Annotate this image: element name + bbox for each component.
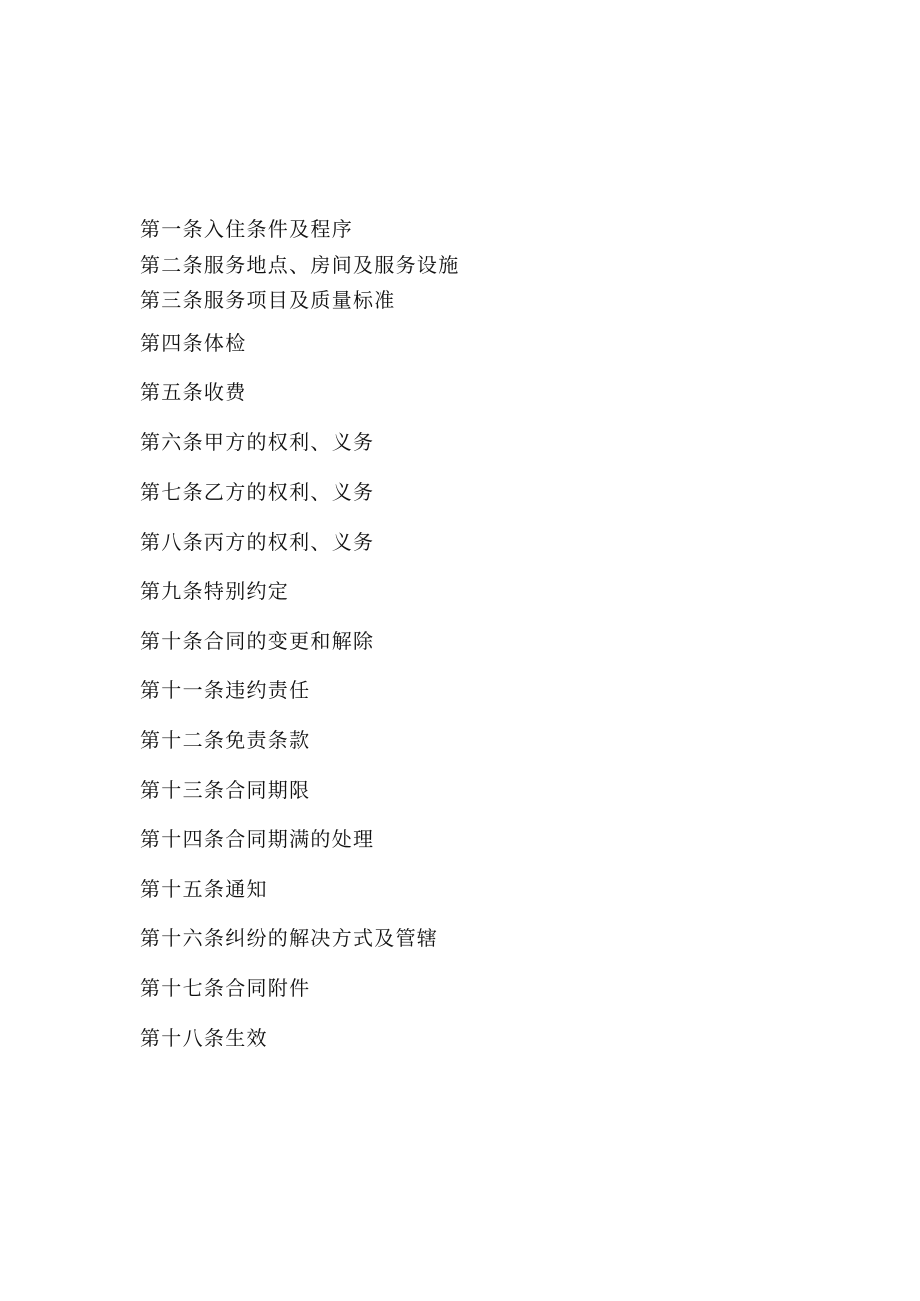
clause-heading: 第十一条违约责任 [140, 678, 311, 702]
clause-heading: 第十八条生效 [140, 1026, 268, 1050]
clause-heading: 第十二条免责条款 [140, 728, 311, 752]
clause-heading: 第十六条纠纷的解决方式及管辖 [140, 926, 439, 950]
clause-heading: 第一条入住条件及程序 [140, 217, 353, 241]
clause-heading: 第三条服务项目及质量标准 [140, 288, 396, 312]
clause-heading: 第二条服务地点、房间及服务设施 [140, 253, 460, 277]
clause-heading: 第十三条合同期限 [140, 778, 311, 802]
clause-heading: 第五条收费 [140, 380, 247, 404]
clause-heading: 第八条丙方的权利、义务 [140, 530, 375, 554]
clause-heading: 第十四条合同期满的处理 [140, 827, 375, 851]
clause-heading: 第十五条通知 [140, 877, 268, 901]
clause-heading: 第四条体检 [140, 331, 247, 355]
clause-heading: 第十条合同的变更和解除 [140, 629, 375, 653]
clause-heading: 第九条特别约定 [140, 579, 290, 603]
clause-heading: 第七条乙方的权利、义务 [140, 480, 375, 504]
clause-heading: 第六条甲方的权利、义务 [140, 430, 375, 454]
clause-heading: 第十七条合同附件 [140, 976, 311, 1000]
